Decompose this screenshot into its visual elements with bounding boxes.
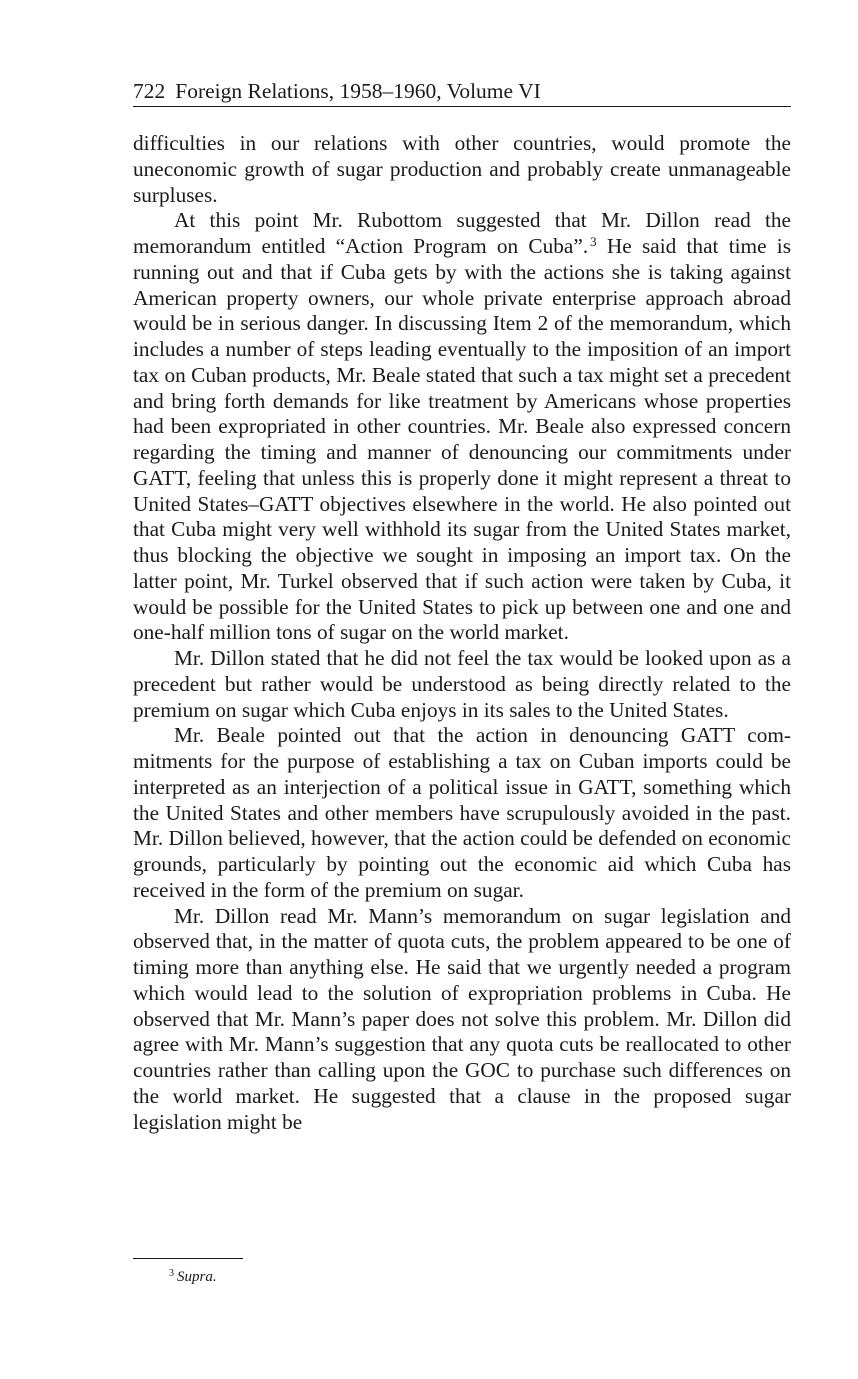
paragraph-1: difficulties in our relations with other countries, would promote the uneconomic growth of sugar production and probably create unmanageable surpluses. (133, 131, 791, 207)
paragraph-2-part-a: At this point Mr. Rubottom suggested that Mr. Dillon read the memorandum entitled “Action Program on Cuba”. (133, 208, 791, 258)
paragraph-2-part-b: He said that time is running out and that if Cuba gets by with the actions she is taking against American property owners, our whole private enterprise approach abroad would be in serious danger. In discussing Item 2 of the memorandum, which includes a number of steps leading eventually to the imposition of an import tax on Cuban products, Mr. Beale stated that such a tax might set a precedent and bring forth demands for like treatment by Americans whose properties had been expropriated in other countries. Mr. Beale also expressed concern regarding the timing and manner of denouncing our commitments under GATT, feeling that unless this is properly done it might represent a threat to United States–GATT objectives elsewhere in the world. He also pointed out that Cuba might very well withhold its sugar from the United States market, thus blocking the objective we sought in imposing an import tax. On the latter point, Mr. Turkel observed that if such action were taken by Cuba, it would be possible for the United States to pick up between one and one and one-half million tons of sugar on the world market. (133, 234, 791, 645)
paragraph-2 (133, 208, 791, 646)
volume-title: Foreign Relations, 1958–1960, Volume VI (175, 79, 541, 103)
page-number: 722 (133, 79, 166, 103)
paragraph-3: Mr. Dillon stated that he did not feel the tax would be looked upon as a precedent but rather would be understood as being directly related to the premium on sugar which Cuba enjoys in its sales to the United States. (133, 646, 791, 722)
paragraph-5: Mr. Dillon read Mr. Mann’s memorandum on sugar legislation and observed that, in the matter of quota cuts, the problem appeared to be one of timing more than anything else. He said that we urgently needed a program which would lead to the solution of expropriation problems in Cuba. He observed that Mr. Mann’s paper does not solve this problem. Mr. Dillon did agree with Mr. Mann’s suggestion that any quota cuts be reallocated to other countries rather than calling upon the GOC to purchase such differences on the world market. He suggested that a clause in the proposed sugar legislation might be (133, 903, 791, 1134)
footnote-divider (133, 1258, 243, 1259)
body-text (133, 131, 791, 1135)
footnote-reference: 3 (590, 234, 597, 249)
footnote-text: Supra. (177, 1269, 217, 1285)
footnote-number: 3 (169, 1268, 174, 1279)
running-head (133, 76, 791, 107)
paragraph-4: Mr. Beale pointed out that the action in denouncing GATT commitments for the purpose of establishing a tax on Cuban imports could be interpreted as an interjection of a political issue in GATT, something which the United States and other members have scrupulously avoided in the past. Mr. Dillon believed, however, that the action could be defended on economic grounds, particularly by pointing out the economic aid which Cuba has received in the form of the premium on sugar. (133, 723, 791, 902)
footnote (169, 1267, 217, 1287)
